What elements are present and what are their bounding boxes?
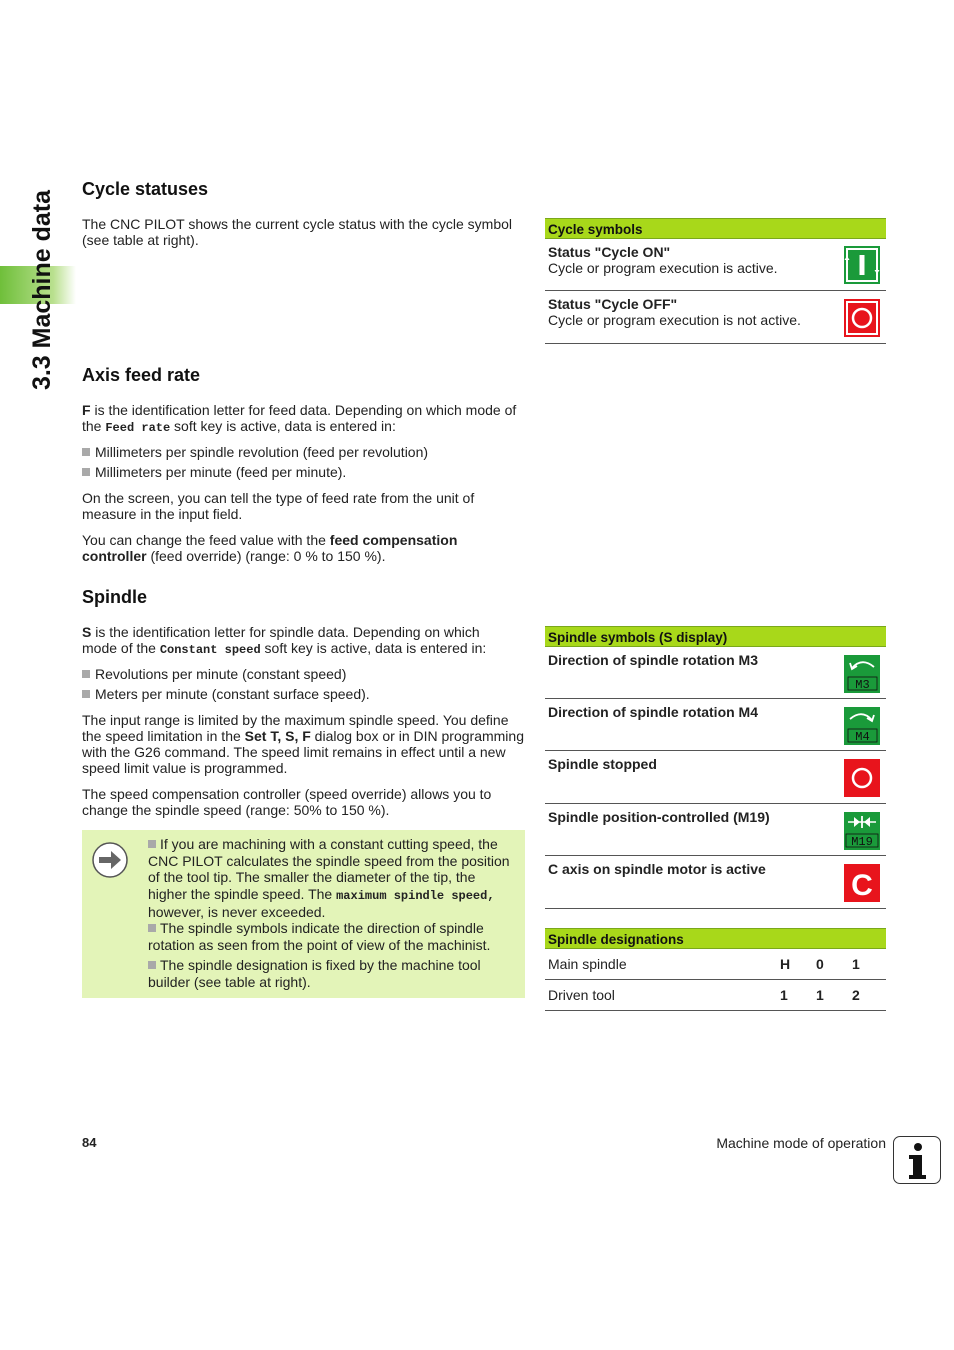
cell-name: Main spindle [548, 956, 627, 972]
note-bullet-2 [148, 920, 518, 953]
cycle-off-icon [844, 299, 880, 337]
row-title: Spindle stopped [548, 756, 657, 772]
spindle-m19-icon [844, 812, 880, 850]
spindle-letter: S [82, 624, 92, 640]
spindle-designations-table [545, 928, 886, 1011]
row-text [548, 244, 778, 276]
footer-title: Machine mode of operation [716, 1135, 886, 1151]
cell-name: Driven tool [548, 987, 615, 1003]
note-bullet-3 [148, 957, 518, 990]
info-icon [893, 1136, 941, 1184]
spindle-heading: Spindle [82, 587, 148, 607]
constant-speed-key: Constant speed [159, 643, 261, 657]
cycle-heading: Cycle statuses [82, 179, 209, 199]
feed-p1-b: soft key is active, data is entered in: [170, 418, 396, 434]
feed-p1-a: is the identification letter for feed data. Depending on which mode of the [82, 402, 517, 434]
feed-p3-bold: feed compensation controller [82, 532, 458, 564]
row-text [548, 296, 801, 328]
spindle-bullet-2 [82, 686, 370, 702]
table-row [545, 291, 886, 344]
feed-letter: F [82, 402, 91, 418]
page-number: 84 [82, 1135, 97, 1150]
feed-heading: Axis feed rate [82, 365, 201, 385]
table-header: Spindle symbols (S display) [545, 626, 886, 647]
row-title: Spindle position-controlled (M19) [548, 809, 770, 825]
bullet-square-icon [82, 670, 90, 678]
row-desc: Cycle or program execution is active. [548, 260, 778, 276]
bullet-square-icon [82, 468, 90, 476]
cycle-on-icon [844, 246, 880, 284]
spindle-m3-icon [844, 655, 880, 693]
spindle-p2-bold: Set T, S, F [244, 728, 311, 744]
spindle-paragraph-1 [82, 624, 512, 658]
spindle-bullet-text: Revolutions per minute (constant speed) [95, 666, 347, 682]
note-b2: The spindle symbols indicate the direction of spindle rotation as seen from the point of view of the machinist. [148, 920, 491, 953]
row-text [548, 756, 657, 772]
row-text [548, 704, 758, 720]
feed-p3-a: You can change the feed value with the [82, 532, 330, 548]
table-row [545, 804, 886, 856]
table-header: Cycle symbols [545, 218, 886, 239]
row-text [548, 652, 758, 668]
feed-p3-b: (feed override) (range: 0 % to 150 %). [146, 548, 386, 564]
spindle-paragraph-3: The speed compensation controller (speed override) allows you to change the spindle speed (range: 50% to 150 %). [82, 786, 492, 818]
feed-bullet-text: Millimeters per spindle revolution (feed per revolution) [95, 444, 429, 460]
cycle-symbols-table [545, 218, 886, 344]
bullet-square-icon [82, 448, 90, 456]
spindle-bullet-1 [82, 666, 346, 682]
spindle-p2-a: The input range is limited by the maximum spindle speed. You define the speed limitation in the [82, 712, 509, 744]
cell-c: 1 [852, 956, 860, 972]
feed-paragraph-3 [82, 532, 492, 564]
bullet-square-icon [148, 840, 156, 848]
svg-text:C: C [851, 869, 873, 902]
feed-paragraph-2: On the screen, you can tell the type of feed rate from the unit of measure in the input field. [82, 490, 475, 522]
feed-rate-key: Feed rate [105, 421, 171, 435]
table-header: Spindle designations [545, 928, 886, 949]
bullet-square-icon [148, 924, 156, 932]
row-desc: Cycle or program execution is not active. [548, 312, 801, 328]
cycle-text: The CNC PILOT shows the current cycle status with the cycle symbol (see table at right). [82, 216, 513, 248]
row-title: Direction of spindle rotation M4 [548, 704, 759, 720]
table-row [545, 949, 886, 980]
note-b1-a: If you are machining with a constant cutting speed, the CNC PILOT calculates the spindle speed from the position of the tool tip. The smaller the diameter of the tip, the higher the spindle speed. The [148, 836, 510, 902]
cell-b: 1 [816, 987, 824, 1003]
row-text [548, 861, 766, 877]
row-title: C axis on spindle motor is active [548, 861, 766, 877]
note-bullet-1 [148, 836, 518, 921]
spindle-p1-a: is the identification letter for spindle data. Depending on which mode of the [82, 624, 480, 656]
note-b1-b: however, is never exceeded. [148, 904, 326, 920]
spindle-p2-b: dialog box or in DIN programming with the G26 command. The speed limit remains in effect until a new speed limit value is programmed. [82, 728, 524, 776]
c-axis-icon [844, 864, 880, 902]
row-title: Status "Cycle OFF" [548, 296, 678, 312]
spindle-stopped-icon [844, 759, 880, 797]
spindle-p1-b: soft key is active, data is entered in: [260, 640, 487, 656]
table-row [545, 699, 886, 751]
spindle-paragraph-2 [82, 712, 524, 776]
note-b3: The spindle designation is fixed by the machine tool builder (see table at right). [148, 957, 481, 990]
cell-c: 2 [852, 987, 860, 1003]
spindle-symbols-table [545, 626, 886, 909]
feed-bullet-2 [82, 464, 346, 480]
feed-bullet-1 [82, 444, 428, 460]
feed-bullet-text: Millimeters per minute (feed per minute). [95, 464, 347, 480]
cell-b: 0 [816, 956, 824, 972]
table-row [545, 856, 886, 909]
bullet-square-icon [148, 961, 156, 969]
svg-text:M19: M19 [851, 835, 873, 849]
svg-text:M3: M3 [855, 678, 870, 692]
svg-text:M4: M4 [855, 730, 870, 744]
table-row [545, 751, 886, 804]
cell-a: H [780, 956, 791, 972]
row-text [548, 809, 770, 825]
arrow-right-icon [92, 842, 128, 878]
chapter-title: 3.3 Machine data [28, 189, 56, 391]
table-row [545, 239, 886, 291]
spindle-m4-icon [844, 707, 880, 745]
spindle-bullet-text: Meters per minute (constant surface speed). [95, 686, 370, 702]
feed-paragraph-1 [82, 402, 522, 436]
table-row [545, 980, 886, 1011]
cell-a: 1 [780, 987, 788, 1003]
bullet-square-icon [82, 690, 90, 698]
row-title: Direction of spindle rotation M3 [548, 652, 759, 668]
table-row [545, 647, 886, 699]
max-spindle-speed-key: maximum spindle speed, [336, 888, 495, 903]
row-title: Status "Cycle ON" [548, 244, 671, 260]
